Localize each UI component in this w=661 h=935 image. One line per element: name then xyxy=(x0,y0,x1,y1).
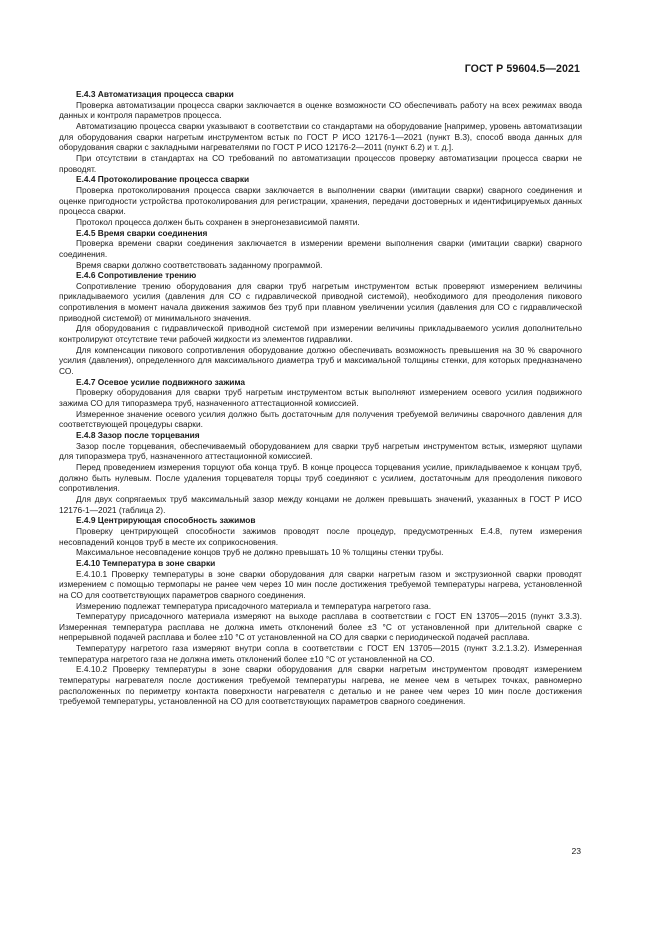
paragraph: Проверка автоматизации процесса сварки заключается в оценке возможности СО обеспечивать работу на всех режимах ввода данных и контроля параметров процесса. xyxy=(59,99,582,121)
paragraph: Е.4.10.2 Проверку температуры в зоне сварки оборудования для сварки нагретым инструментом проводят измерением температуры нагревателя после достижения требуемой температуры нагрева, не менее чем в четырех точках, равномерно расположенных по периметру контакта поверхности нагревателя с деталью и не ранее чем через 10 мин после достижения требуемой температуры, установленной на СО для соответствующих параметров сварного соединения. xyxy=(59,664,582,707)
section-heading: E.4.5 Время сварки соединения xyxy=(76,227,208,238)
paragraph: При отсутствии в стандартах на СО требований по автоматизации процессов проверку автоматизации процесса сварки не проводят. xyxy=(59,152,582,174)
section-heading: E.4.9 Центрирующая способность зажимов xyxy=(76,515,256,526)
section-heading: E.4.10 Температура в зоне сварки xyxy=(76,557,216,568)
paragraph: Для двух сопрягаемых труб максимальный зазор между концами не должен превышать значений, указанных в ГОСТ Р ИСО 12176-1—2021 (таблица 2). xyxy=(59,493,582,515)
section-heading: E.4.4 Протоколирование процесса сварки xyxy=(76,174,250,185)
page-number: 23 xyxy=(571,846,581,856)
section-heading: E.4.8 Зазор после торцевания xyxy=(76,430,200,440)
paragraph: Е.4.10.1 Проверку температуры в зоне сварки оборудования для сварки нагретым газом и экструзионной сварки проводят измерением с помощью термопары не ранее чем через 10 мин после достижения требуемой температуры нагрева, установленной на СО для соответствующих параметров сварного соединения. xyxy=(59,568,582,600)
paragraph: Перед проведением измерения торцуют оба конца труб. В конце процесса торцевания усилие, прикладываемое к концам труб, должно быть нулевым. После удаления торцевателя торцы труб соединяют с усилием, достаточным для преодоления пикового сопротивления. xyxy=(59,461,582,494)
paragraph: Сопротивление трению оборудования для сварки труб нагретым инструментом встык проверяют измерением величины прикладываемого усилия (давления для СО с гидравлической приводной системой), необходимого для преодоления пикового сопротивления в момент начала движения зажимов без труб при плавном увеличении усилия (давления для СО с гидравлической приводной системой) от минимального значения. xyxy=(59,280,582,323)
paragraph: Температуру нагретого газа измеряют внутри сопла в соответствии с ГОСТ EN 13705—2015 (пункт 3.2.1.3.2). Измеренная температура нагретого газа не должна иметь отклонений более ±10 °С от установленной на СО. xyxy=(59,643,582,664)
paragraph: Измерению подлежат температура присадочного материала и температура нагретого газа. xyxy=(76,600,432,611)
paragraph: Автоматизацию процесса сварки указывают в соответствии со стандартами на оборудование [например, уровень автоматизации для оборудования сварки нагретым инструментом встык по ГОСТ Р ИСО 12176-1—2021 (пункт В.3), способ ввода данных для оборудования сварки с закладными нагревателями по ГОСТ Р ИСО 12176-2—2011 (пункт 6.2) и т. д.]. xyxy=(59,120,582,153)
paragraph: Для компенсации пикового сопротивления оборудование должно обеспечивать возможность превышения на 30 % сварочного усилия (давления), определенного для максимального диаметра труб и максимальной толщины стенки, для которых предназначено СО. xyxy=(59,344,582,377)
paragraph: Для оборудования с гидравлической приводной системой при измерении величины прикладываемого усилия дополнительно контролируют отсутствие течи рабочей жидкости из элементов гидравлики. xyxy=(59,323,582,345)
paragraph: Проверка времени сварки соединения заключается в измерении времени выполнения сварки (имитации сварки) сварного соединения. xyxy=(59,238,582,259)
paragraph: Время сварки должно соответствовать заданному программой. xyxy=(76,259,323,270)
section-heading: E.4.6 Сопротивление трению xyxy=(76,270,197,281)
document-id-header: ГОСТ Р 59604.5—2021 xyxy=(464,63,580,75)
section-heading: E.4.3 Автоматизация процесса сварки xyxy=(76,89,234,99)
paragraph: Измеренное значение осевого усилия должно быть достаточным для получения требуемой величины сварочного давления для соответствующей процедуры сварки. xyxy=(59,408,582,430)
paragraph: Проверку оборудования для сварки труб нагретым инструментом встык выполняют измерением осевого усилия подвижного зажима СО для типоразмера труб, назначенного аттестационной комиссией. xyxy=(59,387,582,409)
paragraph: Температуру присадочного материала измеряют на выходе расплава в соответствии с ГОСТ EN 13705—2015 (пункт 3.3.3). Измеренная температура расплава не должна иметь отклонений более ±3 °С от установленной при длительной сварке с непрерывной подачей расплава и более ±10 °С от установленной на СО для сварки с периодической подачей расплава. xyxy=(59,611,582,643)
paragraph: Протокол процесса должен быть сохранен в энергонезависимой памяти. xyxy=(76,216,360,227)
section-heading: E.4.7 Осевое усилие подвижного зажима xyxy=(76,376,246,387)
paragraph: Максимальное несовпадение концов труб не должно превышать 10 % толщины стенки трубы. xyxy=(76,547,444,558)
paragraph: Проверка протоколирования процесса сварки заключается в выполнении сварки (имитации сварки) сварного соединения и оценке пригодности устройства протоколирования для регистрации, хранения, передачи достоверных и идентифицируемых данных процесса сварки. xyxy=(59,184,582,217)
paragraph: Проверку центрирующей способности зажимов проводят после процедур, предусмотренных Е.4.8, путем измерения несовпадений концов труб в месте их соприкосновения. xyxy=(59,525,582,547)
document-body xyxy=(59,89,582,707)
paragraph: Зазор после торцевания, обеспечиваемый оборудованием для сварки труб нагретым инструментом встык, измеряют щупами для типоразмера труб, назначенного аттестационной комиссией. xyxy=(59,440,582,462)
